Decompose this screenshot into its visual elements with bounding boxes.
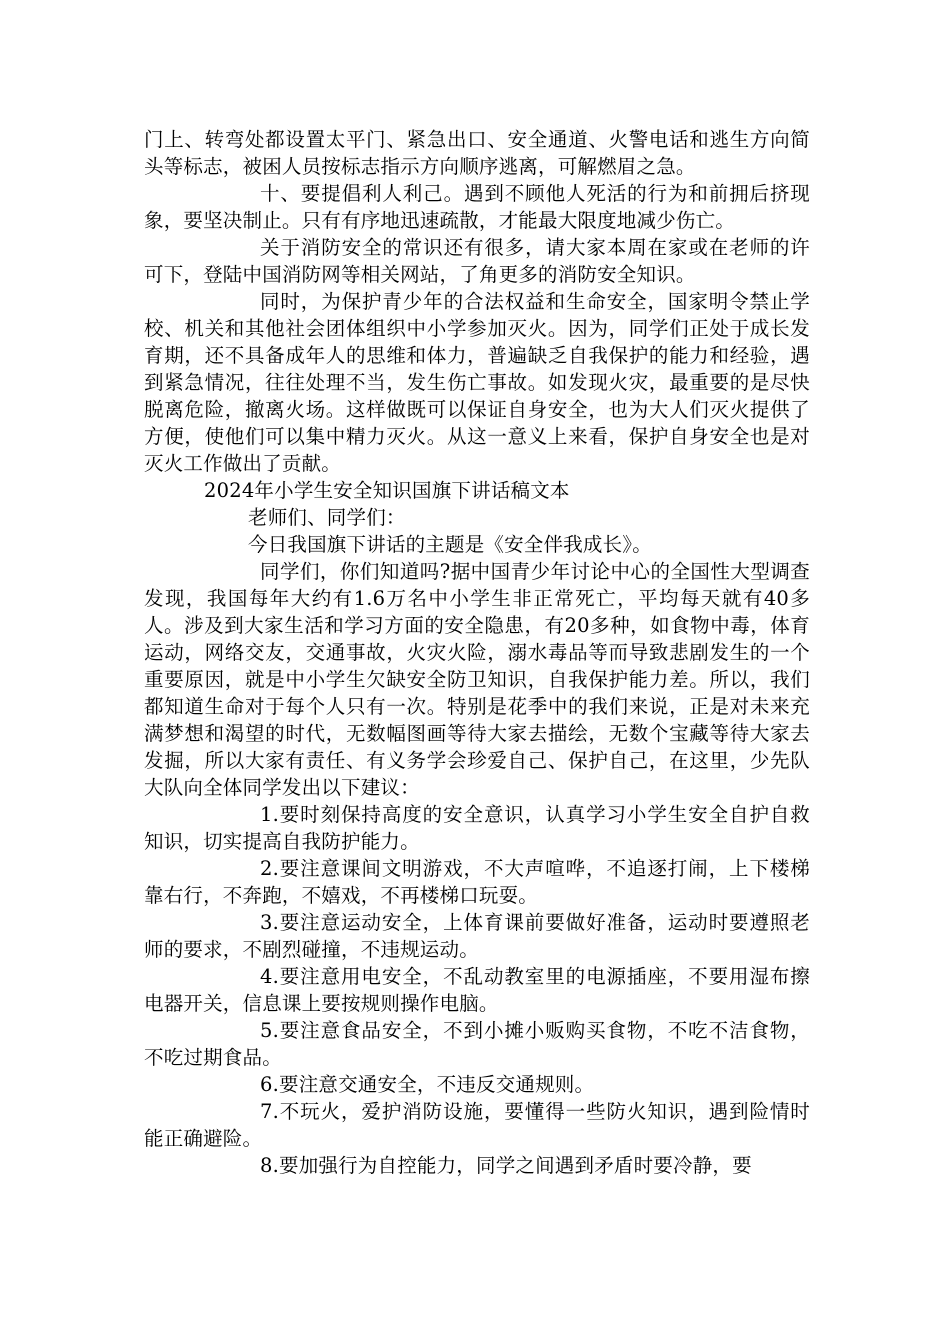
suggestion-6: 6.要注意交通安全，不违反交通规则。 [260,1073,595,1096]
suggestion-3: 3.要注意运动安全，上体育课前要做好准备，运动时要遵照老师的要求，不剧烈碰撞，不违规运动。 [144,911,810,961]
paragraph-continuation: 门上、转弯处都设置太平门、紧急出口、安全通道、火警电话和逃生方向简头等标志，被困人员按标志指示方向顺序逃离，可解燃眉之急。 [144,128,810,178]
suggestion-7: 7.不玩火，爱护消防设施，要懂得一些防火知识，遇到险情时能正确避险。 [144,1100,810,1150]
suggestion-1: 1.要时刻保持高度的安全意识，认真学习小学生安全自护自救知识，切实提高自我防护能力。 [144,803,810,853]
paragraph-fire-knowledge: 关于消防安全的常识还有很多，请大家本周在家或在老师的许可下，登陆中国消防网等相关网站，了角更多的消防安全知识。 [144,236,810,286]
paragraph-protect-youth: 同时，为保护青少年的合法权益和生命安全，国家明令禁止学校、机关和其他社会团体组织中小学参加灭火。因为，同学们正处于成长发育期，还不具备成年人的思维和体力，普遍缺乏自我保护的能力和经验，遇到紧急情况，往往处理不当，发生伤亡事故。如发现火灾，最重要的是尽快脱离危险，撤离火场。这样做既可以保证自身安全，也为大人们灭火提供了方便，使他们可以集中精力灭火。从这一意义上来看，保护自身安全也是对灭火工作做出了贡献。 [144,290,810,475]
speech-theme: 今日我国旗下讲话的主题是《安全伴我成长》。 [248,533,652,556]
suggestion-2: 2.要注意课间文明游戏，不大声喧哗，不追逐打闹，上下楼梯靠右行，不奔跑，不嬉戏，不再楼梯口玩耍。 [144,857,810,907]
suggestion-4: 4.要注意用电安全，不乱动教室里的电源插座，不要用湿布擦电器开关，信息课上要按规则操作电脑。 [144,965,810,1015]
document-body [144,126,810,1179]
speech-title: 2024年小学生安全知识国旗下讲话稿文本 [204,479,570,502]
suggestion-5: 5.要注意食品安全，不到小摊小贩购买食物，不吃不洁食物，不吃过期食品。 [144,1019,810,1069]
paragraph-statistics: 同学们，你们知道吗?据中国青少年讨论中心的全国性大型调查发现，我国每年大约有1.6万名中小学生非正常死亡，平均每天就有40多人。涉及到大家生活和学习方面的安全隐患，有20多种，如食物中毒，体育运动，网络交友，交通事故，火灾火险，溺水毒品等而导致悲剧发生的一个重要原因，就是中小学生欠缺安全防卫知识，自我保护能力差。所以，我们都知道生命对于每个人只有一次。特别是花季中的我们来说，正是对未来充满梦想和渴望的时代，无数幅图画等待大家去描绘，无数个宝藏等待大家去发掘，所以大家有责任、有义务学会珍爱自己、保护自己，在这里，少先队大队向全体同学发出以下建议： [144,560,810,799]
salutation: 老师们、同学们： [248,506,406,529]
paragraph-item-ten: 十、要提倡利人利己。遇到不顾他人死活的行为和前拥后挤现象，要坚决制止。只有有序地迅速疏散，才能最大限度地减少伤亡。 [144,182,810,232]
suggestion-8: 8.要加强行为自控能力，同学之间遇到矛盾时要冷静，要 [260,1154,752,1177]
